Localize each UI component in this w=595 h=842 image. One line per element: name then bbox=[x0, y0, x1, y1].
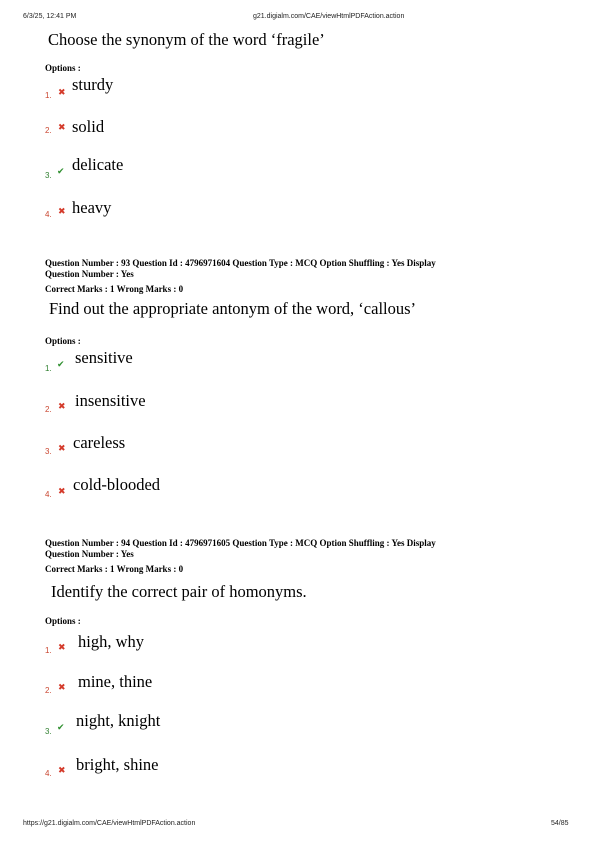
option-text: delicate bbox=[72, 155, 124, 174]
option-text: night, knight bbox=[76, 711, 161, 730]
question-meta-line1: Question Number : 94 Question Id : 4796971605 Question Type : MCQ Option Shuffling : Yes Display bbox=[45, 538, 436, 548]
question-text: Choose the synonym of the word ‘fragile’ bbox=[48, 30, 325, 49]
option-number: 1. bbox=[45, 364, 52, 373]
option-text: sensitive bbox=[75, 348, 133, 367]
options-label: Options : bbox=[45, 616, 81, 626]
option-number: 3. bbox=[45, 171, 52, 180]
option-number: 4. bbox=[45, 769, 52, 778]
wrong-mark-icon: ✖ bbox=[58, 766, 66, 776]
option-number: 1. bbox=[45, 646, 52, 655]
option-number: 2. bbox=[45, 686, 52, 695]
option-text: insensitive bbox=[75, 391, 146, 410]
wrong-mark-icon: ✖ bbox=[58, 88, 66, 98]
question-text: Find out the appropriate antonym of the word, ‘callous’ bbox=[49, 299, 417, 318]
option-text: mine, thine bbox=[78, 672, 153, 691]
check-mark-icon: ✔ bbox=[57, 360, 65, 370]
wrong-mark-icon: ✖ bbox=[58, 207, 66, 217]
wrong-mark-icon: ✖ bbox=[58, 487, 66, 497]
options-label: Options : bbox=[45, 63, 81, 73]
wrong-mark-icon: ✖ bbox=[58, 643, 66, 653]
page-url-footer: https://g21.digialm.com/CAE/viewHtmlPDFAction.action bbox=[23, 820, 196, 827]
question-text: Identify the correct pair of homonyms. bbox=[51, 582, 307, 601]
option-number: 1. bbox=[45, 91, 52, 100]
question-meta-line2: Question Number : Yes bbox=[45, 549, 134, 559]
print-datetime: 6/3/25, 12:41 PM bbox=[23, 13, 77, 20]
wrong-mark-icon: ✖ bbox=[58, 402, 66, 412]
page-number: 54/85 bbox=[551, 820, 569, 827]
option-text: heavy bbox=[72, 198, 112, 217]
option-number: 2. bbox=[45, 126, 52, 135]
check-mark-icon: ✔ bbox=[57, 167, 65, 177]
option-number: 4. bbox=[45, 210, 52, 219]
wrong-mark-icon: ✖ bbox=[58, 444, 66, 454]
option-number: 3. bbox=[45, 447, 52, 456]
wrong-mark-icon: ✖ bbox=[58, 123, 66, 133]
page-url-header: g21.digialm.com/CAE/viewHtmlPDFAction.action bbox=[253, 13, 405, 20]
wrong-mark-icon: ✖ bbox=[58, 683, 66, 693]
option-text: careless bbox=[73, 433, 126, 452]
question-marks: Correct Marks : 1 Wrong Marks : 0 bbox=[45, 564, 184, 574]
option-number: 4. bbox=[45, 490, 52, 499]
option-text: sturdy bbox=[72, 75, 114, 94]
check-mark-icon: ✔ bbox=[57, 723, 65, 733]
question-marks: Correct Marks : 1 Wrong Marks : 0 bbox=[45, 284, 184, 294]
question-meta-line1: Question Number : 93 Question Id : 4796971604 Question Type : MCQ Option Shuffling : Yes Display bbox=[45, 258, 436, 268]
option-text: solid bbox=[72, 117, 105, 136]
option-text: bright, shine bbox=[76, 755, 159, 774]
question-meta-line2: Question Number : Yes bbox=[45, 269, 134, 279]
option-text: high, why bbox=[78, 632, 144, 651]
options-label: Options : bbox=[45, 336, 81, 346]
option-number: 3. bbox=[45, 727, 52, 736]
option-number: 2. bbox=[45, 405, 52, 414]
option-text: cold-blooded bbox=[73, 475, 161, 494]
